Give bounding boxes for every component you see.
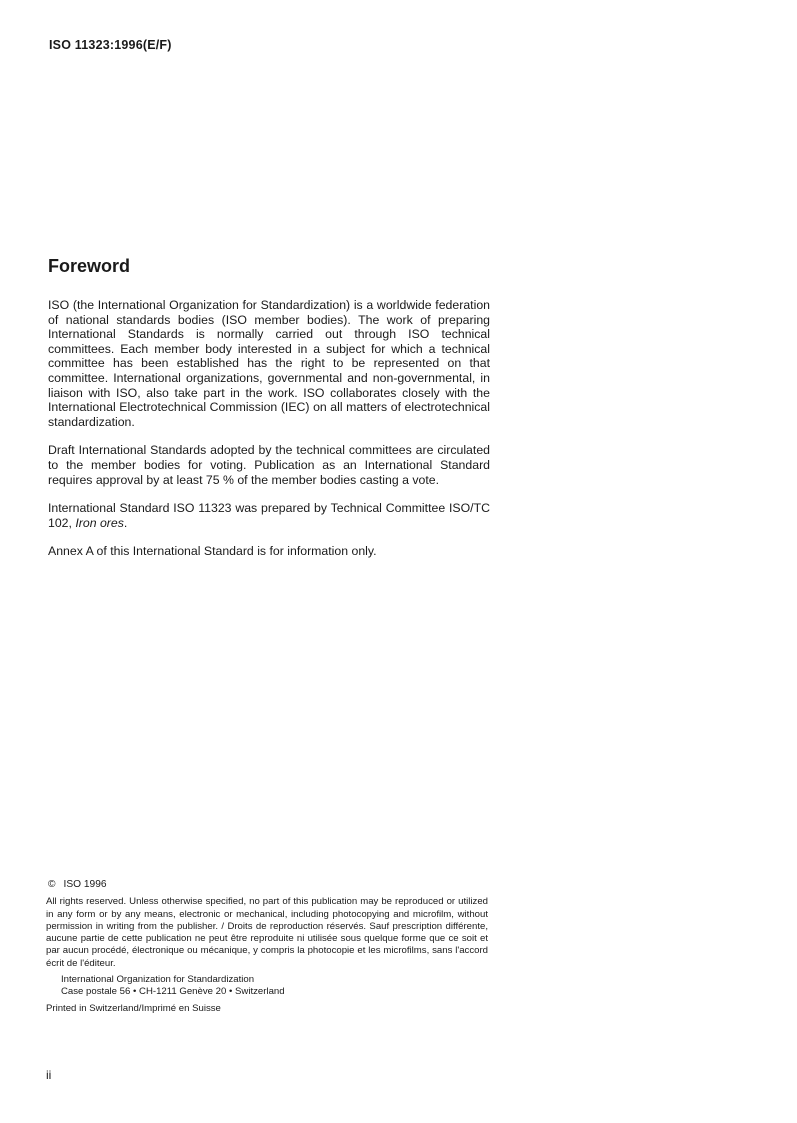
copyright-owner: ISO 1996 [63,879,107,890]
foreword-paragraph-2: Draft International Standards adopted by the technical committees are circulated to the member bodies for voting. Publication as an International Standard requires approval by at least 75 % of the member bodies casting a vote. [48,443,490,487]
foreword-paragraph-1: ISO (the International Organization for Standardization) is a worldwide federation of national standards bodies (ISO member bodies). The work of preparing International Standards is normally carried out through ISO technical committees. Each member body interested in a subject for which a technical committee has been established has the right to be represented on that committee. International organizations, governmental and non-governmental, in liaison with ISO, also take part in the work. ISO collaborates closely with the International Electrotechnical Commission (IEC) on all matters of electrotechnical standardization. [48,298,490,429]
foreword-paragraph-3 [48,501,490,530]
copyright-icon: © [48,879,56,890]
organization-name: International Organization for Standardization [61,974,255,986]
foreword-paragraph-4: Annex A of this International Standard is for information only. [48,544,377,559]
foreword-body [48,298,490,559]
page-title: Foreword [48,256,131,276]
page-number: ii [46,1068,52,1082]
document-code: ISO 11323:1996(E/F) [49,38,172,52]
committee-name: Iron ores [75,515,124,530]
printed-notice: Printed in Switzerland/Imprimé en Suisse [46,1002,221,1014]
organization-address: Case postale 56 • CH-1211 Genève 20 • Switzerland [61,986,285,998]
copyright-block [46,879,488,1015]
paragraph-3-text: International Standard ISO 11323 was prepared by Technical Committee ISO/TC 102, [48,501,490,530]
rights-notice: All rights reserved. Unless otherwise specified, no part of this publication may be reproduced or utilized in any form or by any means, electronic or mechanical, including photocopying and microfilm, without permission in writing from the publisher. / Droits de reproduction réservés. Sauf prescription différente, aucune partie de cette publication ne peut être reproduite ni utilisée sous quelque forme que ce soit et par aucun procédé, électronique ou mécanique, y compris la photocopie et les microfilms, sans l'accord écrit de l'éditeur. [46,896,488,969]
paragraph-3-end: . [123,515,128,530]
copyright-line [48,879,488,891]
